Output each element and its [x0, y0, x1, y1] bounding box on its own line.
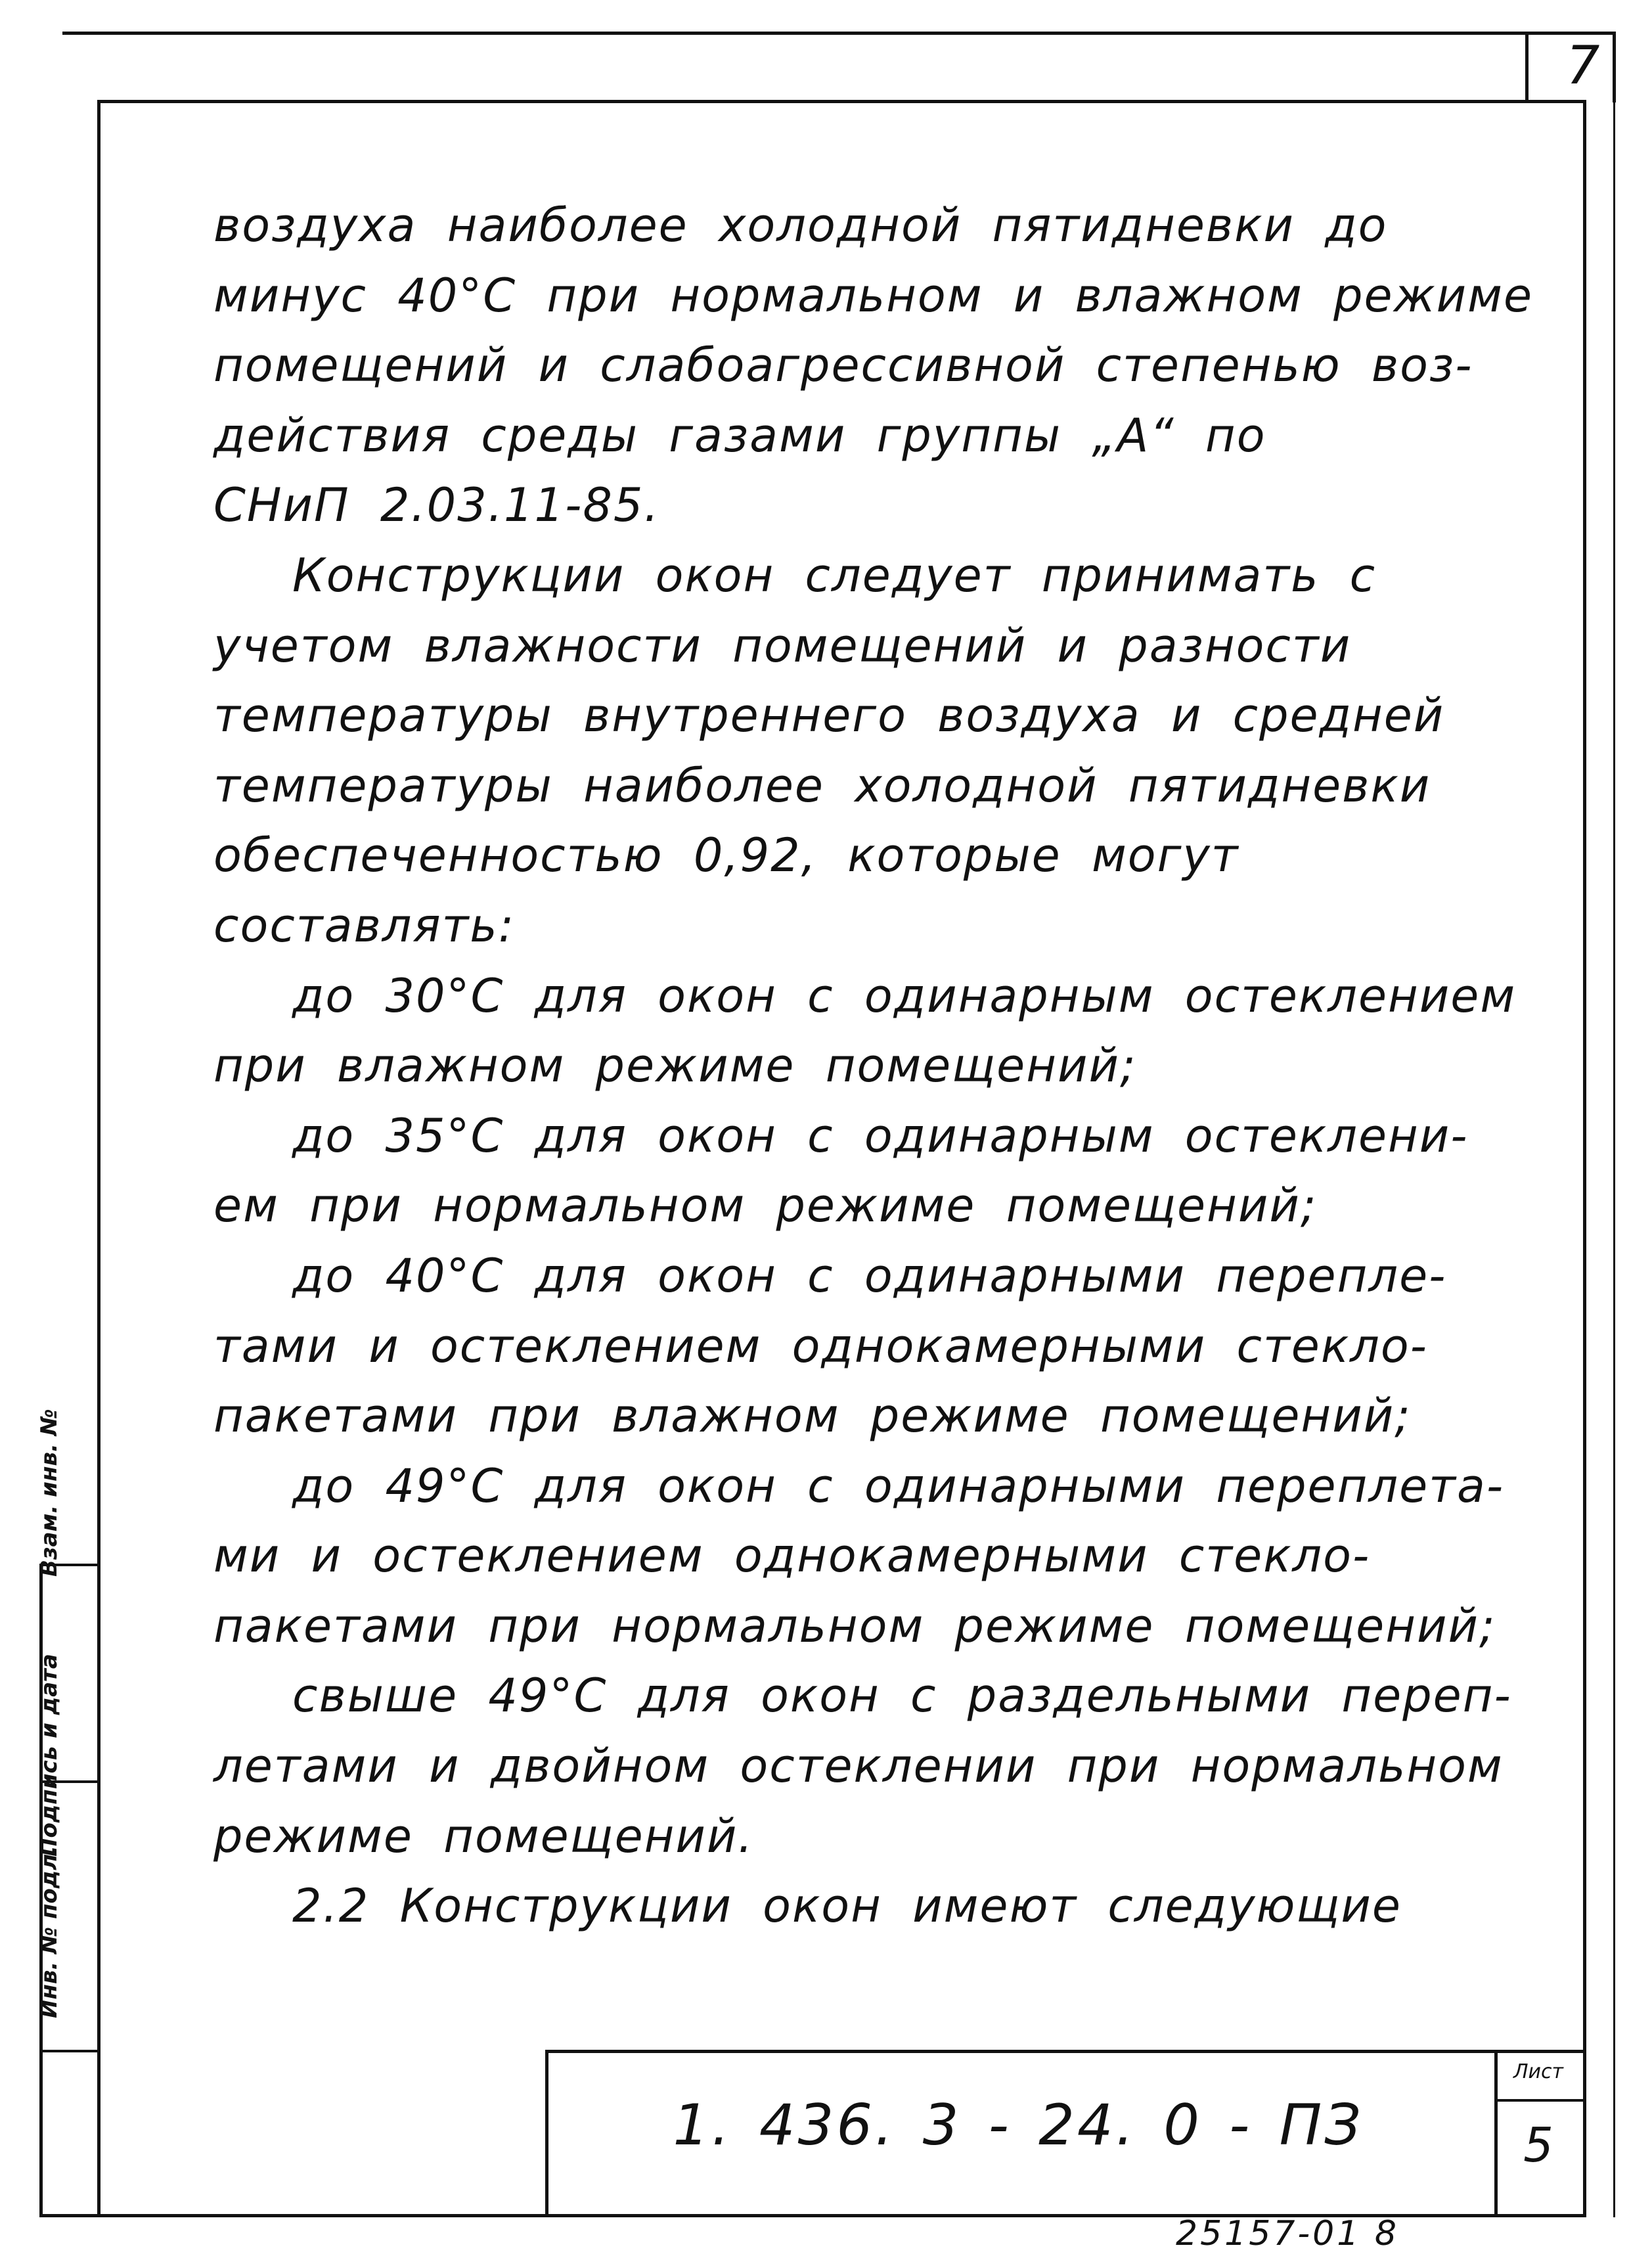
body-line: помещений и слабоагрессивной степенью воз-: [213, 338, 1473, 393]
body-line: СНиП 2.03.11-85.: [213, 478, 660, 533]
body-line: 2.2 Конструкции окон имеют следующие: [292, 1879, 1402, 1933]
body-line: до 40°С для окон с одинарными перепле-: [292, 1248, 1447, 1303]
body-line: до 35°С для окон с одинарным остеклени-: [292, 1108, 1469, 1163]
body-line: Конструкции окон следует принимать с: [292, 548, 1377, 602]
body-line: тами и остеклением однокамерными стекло-: [213, 1319, 1428, 1373]
body-line: ми и остеклением однокамерными стекло-: [213, 1529, 1371, 1583]
sheet-label: Лист: [1513, 2060, 1564, 2083]
body-line: составлять:: [213, 898, 516, 953]
body-line: летами и двойном остеклении при нормальном: [213, 1739, 1504, 1794]
left-strip-signature-label: Подпись и дата: [36, 1654, 62, 1857]
title-block-top-line: [545, 2050, 1586, 2053]
document-code: 1. 436. 3 - 24. 0 - ПЗ: [673, 2092, 1364, 2158]
corner-box-right-line: [1613, 32, 1616, 102]
body-line: температуры наиболее холодной пятидневки: [213, 758, 1431, 813]
title-block-sheet-left-line: [1494, 2050, 1498, 2217]
frame-top-line: [97, 100, 1585, 103]
left-stamp-strip: [26, 1406, 72, 2030]
body-line: при влажном режиме помещений;: [213, 1039, 1137, 1093]
body-text: [213, 191, 1534, 1941]
body-line: воздуха наиболее холодной пятидневки до: [213, 198, 1388, 252]
body-line: обеспеченностью 0,92, которые могут: [213, 828, 1239, 883]
left-strip-replace-label: Взам. инв. №: [36, 1409, 62, 1577]
title-block-sheet-divider: [1494, 2099, 1586, 2102]
body-line: температуры внутреннего воздуха и средней: [213, 689, 1445, 743]
body-line: ем при нормальном режиме помещений;: [213, 1179, 1318, 1233]
page-sheet-number: 7: [1566, 35, 1600, 96]
body-line: действия среды газами группы „А“ по: [213, 408, 1266, 463]
body-line: минус 40°С при нормальном и влажном режиме: [213, 268, 1534, 323]
body-line: учетом влажности помещений и разности: [213, 618, 1352, 673]
frame-right-line: [1583, 100, 1586, 2217]
frame-right-outer-line: [1613, 100, 1615, 2217]
body-line: до 30°С для окон с одинарным остеклением: [292, 968, 1517, 1023]
corner-box-left-line: [1525, 32, 1529, 102]
body-line: пакетами при влажном режиме помещений;: [213, 1389, 1412, 1443]
top-rule-line: [62, 32, 1616, 35]
archive-number: 25157-01 8: [1176, 2214, 1399, 2253]
frame-left-line: [97, 100, 100, 2217]
sheet-number: 5: [1523, 2117, 1553, 2173]
body-line: пакетами при нормальном режиме помещений;: [213, 1598, 1496, 1653]
body-line: свыше 49°С для окон с раздельными переп-: [292, 1669, 1512, 1723]
body-line: режиме помещений.: [213, 1809, 754, 1863]
left-strip-divider-3: [39, 2050, 100, 2052]
left-strip-inventory-label: Инв. № подл.: [36, 1845, 62, 2018]
body-line: до 49°С для окон с одинарными переплета-: [292, 1458, 1505, 1513]
